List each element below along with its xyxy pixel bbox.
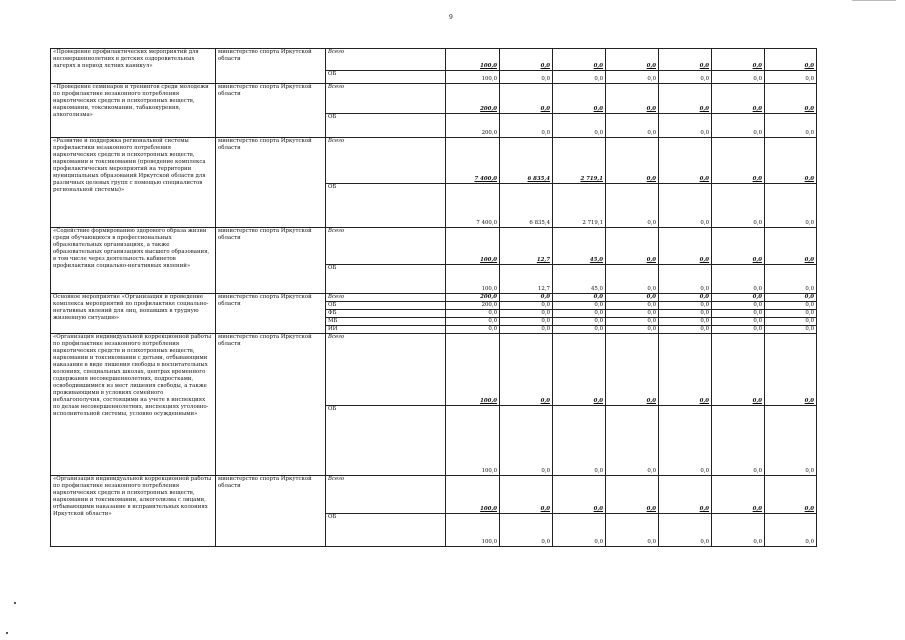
amount-cell: 0,0 bbox=[765, 228, 817, 265]
amount-cell: 0,0 bbox=[606, 71, 659, 84]
amount-cell: 0,0 bbox=[712, 318, 765, 326]
amount-cell: 0,0 bbox=[765, 71, 817, 84]
amount-cell: 0,0 bbox=[659, 265, 712, 294]
amount-cell: 7 400,0 bbox=[446, 138, 500, 184]
amount-cell: 0,0 bbox=[553, 406, 606, 476]
table-row bbox=[51, 138, 817, 184]
amount-cell: 0,0 bbox=[553, 114, 606, 138]
amount-cell: 0,0 bbox=[500, 84, 553, 114]
amount-cell: 0,0 bbox=[765, 138, 817, 184]
amount-cell: 100,0 bbox=[446, 334, 500, 406]
amount-cell: 0,0 bbox=[659, 514, 712, 547]
amount-cell: 0,0 bbox=[712, 310, 765, 318]
amount-cell: 0,0 bbox=[659, 310, 712, 318]
amount-cell: 100,0 bbox=[446, 49, 500, 71]
amount-cell: 0,0 bbox=[712, 84, 765, 114]
funding-source-label: ОБ bbox=[326, 184, 446, 228]
funding-source-label: Всего bbox=[326, 49, 446, 71]
funding-source-label: ФБ bbox=[326, 310, 446, 318]
amount-cell: 0,0 bbox=[659, 84, 712, 114]
amount-cell: 100,0 bbox=[446, 476, 500, 514]
amount-cell: 7 400,0 bbox=[446, 184, 500, 228]
amount-cell: 0,0 bbox=[553, 514, 606, 547]
funding-source-label: Всего bbox=[326, 476, 446, 514]
amount-cell: 0,0 bbox=[500, 406, 553, 476]
amount-cell: 0,0 bbox=[606, 406, 659, 476]
scan-mark bbox=[852, 0, 896, 1]
funding-source-label: ОБ bbox=[326, 406, 446, 476]
amount-cell: 0,0 bbox=[765, 310, 817, 318]
amount-cell: 100,0 bbox=[446, 514, 500, 547]
amount-cell: 0,0 bbox=[659, 302, 712, 310]
amount-cell: 0,0 bbox=[659, 184, 712, 228]
amount-cell: 0,0 bbox=[553, 476, 606, 514]
funding-source-label: Всего bbox=[326, 138, 446, 184]
table-row bbox=[51, 228, 817, 265]
funding-source-label: ОБ bbox=[326, 265, 446, 294]
activity-name: «Развитие и поддержка региональной системы профилактики незаконного потребления наркотических средств и психотропных веществ, наркомании и токсикомании (проведение комплекса профилактических мероприятий на территории муниципальных образований Иркутской области для различных целевых групп с помощью специалистов региональной системы)» bbox=[51, 138, 216, 228]
responsible-agency: министерство спорта Иркутской области bbox=[216, 476, 326, 547]
amount-cell: 0,0 bbox=[659, 318, 712, 326]
amount-cell: 0,0 bbox=[606, 310, 659, 318]
scan-speck bbox=[14, 602, 16, 604]
table-body bbox=[51, 49, 817, 547]
amount-cell: 0,0 bbox=[712, 294, 765, 302]
amount-cell: 0,0 bbox=[606, 302, 659, 310]
amount-cell: 0,0 bbox=[500, 476, 553, 514]
amount-cell: 100,0 bbox=[446, 228, 500, 265]
amount-cell: 0,0 bbox=[765, 265, 817, 294]
funding-source-label: Всего bbox=[326, 84, 446, 114]
amount-cell: 0,0 bbox=[500, 334, 553, 406]
budget-table bbox=[50, 48, 817, 547]
funding-source-label: ОБ bbox=[326, 514, 446, 547]
amount-cell: 0,0 bbox=[659, 138, 712, 184]
amount-cell: 0,0 bbox=[553, 302, 606, 310]
amount-cell: 0,0 bbox=[712, 302, 765, 310]
funding-source-label: ИИ bbox=[326, 326, 446, 334]
amount-cell: 0,0 bbox=[659, 49, 712, 71]
amount-cell: 0,0 bbox=[712, 476, 765, 514]
amount-cell: 0,0 bbox=[606, 138, 659, 184]
amount-cell: 0,0 bbox=[606, 318, 659, 326]
amount-cell: 200,0 bbox=[446, 114, 500, 138]
activity-name: «Организация индивидуальной коррекционной работы по профилактике незаконного потребления наркотических средств и психотропных веществ, наркомании и токсикомании, алкоголизма с лицами, отбывающими наказание в исправительных колониях Иркутской области» bbox=[51, 476, 216, 547]
activity-name: «Организация индивидуальной коррекционной работы по профилактике незаконного потребления наркотических средств и психотропных веществ, наркомании и токсикомании с детьми, отбывающими наказание в виде лишения свободы в воспитательных колониях, специальных школах, центрах временного содержания несовершеннолетних, подростками, освободившимися из мест лишения свободы, а также проживающими в условиях семейного неблагополучия, состоящими на учете в инспекциях по делам несовершеннолетних, инспекциях уголовно-исполнительной системы, условно осужденными» bbox=[51, 334, 216, 476]
amount-cell: 100,0 bbox=[446, 406, 500, 476]
amount-cell: 0,0 bbox=[606, 114, 659, 138]
responsible-agency: министерство спорта Иркутской области bbox=[216, 294, 326, 334]
amount-cell: 12,7 bbox=[500, 265, 553, 294]
amount-cell: 0,0 bbox=[712, 326, 765, 334]
amount-cell: 0,0 bbox=[765, 326, 817, 334]
amount-cell: 0,0 bbox=[500, 310, 553, 318]
amount-cell: 0,0 bbox=[659, 294, 712, 302]
amount-cell: 0,0 bbox=[500, 318, 553, 326]
table-row bbox=[51, 294, 817, 302]
amount-cell: 0,0 bbox=[606, 294, 659, 302]
amount-cell: 100,0 bbox=[446, 71, 500, 84]
amount-cell: 0,0 bbox=[765, 318, 817, 326]
amount-cell: 0,0 bbox=[553, 71, 606, 84]
amount-cell: 0,0 bbox=[606, 84, 659, 114]
amount-cell: 6 835,4 bbox=[500, 138, 553, 184]
amount-cell: 0,0 bbox=[712, 514, 765, 547]
scan-speck bbox=[6, 632, 8, 634]
responsible-agency: министерство спорта Иркутской области bbox=[216, 49, 326, 84]
amount-cell: 0,0 bbox=[606, 184, 659, 228]
amount-cell: 0,0 bbox=[553, 310, 606, 318]
amount-cell: 200,0 bbox=[446, 294, 500, 302]
amount-cell: 0,0 bbox=[446, 326, 500, 334]
responsible-agency: министерство спорта Иркутской области bbox=[216, 138, 326, 228]
amount-cell: 0,0 bbox=[553, 318, 606, 326]
amount-cell: 2 719,1 bbox=[553, 138, 606, 184]
amount-cell: 0,0 bbox=[765, 406, 817, 476]
amount-cell: 0,0 bbox=[500, 294, 553, 302]
amount-cell: 0,0 bbox=[712, 138, 765, 184]
amount-cell: 0,0 bbox=[606, 514, 659, 547]
table-row bbox=[51, 49, 817, 71]
amount-cell: 0,0 bbox=[712, 406, 765, 476]
amount-cell: 0,0 bbox=[659, 71, 712, 84]
amount-cell: 6 835,4 bbox=[500, 184, 553, 228]
amount-cell: 0,0 bbox=[712, 184, 765, 228]
activity-name: «Проведение профилактических мероприятий для несовершеннолетних в детских оздоровительных лагерях в период летних каникул» bbox=[51, 49, 216, 84]
amount-cell: 0,0 bbox=[712, 71, 765, 84]
amount-cell: 0,0 bbox=[659, 406, 712, 476]
amount-cell: 0,0 bbox=[765, 294, 817, 302]
table-row bbox=[51, 84, 817, 114]
amount-cell: 0,0 bbox=[500, 514, 553, 547]
amount-cell: 0,0 bbox=[606, 334, 659, 406]
amount-cell: 0,0 bbox=[712, 334, 765, 406]
amount-cell: 0,0 bbox=[659, 334, 712, 406]
amount-cell: 45,0 bbox=[553, 228, 606, 265]
amount-cell: 0,0 bbox=[446, 318, 500, 326]
amount-cell: 0,0 bbox=[765, 184, 817, 228]
amount-cell: 0,0 bbox=[500, 302, 553, 310]
amount-cell: 0,0 bbox=[500, 71, 553, 84]
amount-cell: 0,0 bbox=[765, 514, 817, 547]
amount-cell: 0,0 bbox=[500, 326, 553, 334]
funding-source-label: МБ bbox=[326, 318, 446, 326]
amount-cell: 0,0 bbox=[553, 84, 606, 114]
amount-cell: 0,0 bbox=[712, 228, 765, 265]
amount-cell: 0,0 bbox=[765, 302, 817, 310]
table-row bbox=[51, 334, 817, 406]
funding-source-label: Всего bbox=[326, 334, 446, 406]
amount-cell: 0,0 bbox=[553, 49, 606, 71]
amount-cell: 0,0 bbox=[606, 228, 659, 265]
amount-cell: 0,0 bbox=[765, 49, 817, 71]
amount-cell: 0,0 bbox=[606, 265, 659, 294]
amount-cell: 0,0 bbox=[659, 326, 712, 334]
activity-name: «Содействие формированию здорового образа жизни среди обучающихся в профессиональных образовательных организациях, а также образовательных организациях высшего образования, в том числе через деятельность кабинетов профилактики социально-негативных явлений» bbox=[51, 228, 216, 294]
responsible-agency: министерство спорта Иркутской области bbox=[216, 334, 326, 476]
amount-cell: 0,0 bbox=[446, 310, 500, 318]
table-row bbox=[51, 476, 817, 514]
funding-source-label: ОБ bbox=[326, 302, 446, 310]
amount-cell: 0,0 bbox=[606, 476, 659, 514]
amount-cell: 0,0 bbox=[712, 265, 765, 294]
amount-cell: 0,0 bbox=[659, 114, 712, 138]
amount-cell: 0,0 bbox=[553, 294, 606, 302]
amount-cell: 200,0 bbox=[446, 84, 500, 114]
amount-cell: 0,0 bbox=[659, 476, 712, 514]
funding-source-label: ОБ bbox=[326, 114, 446, 138]
amount-cell: 0,0 bbox=[500, 49, 553, 71]
amount-cell: 0,0 bbox=[765, 476, 817, 514]
responsible-agency: министерство спорта Иркутской области bbox=[216, 84, 326, 138]
amount-cell: 0,0 bbox=[606, 49, 659, 71]
activity-name: Основное мероприятие «Организация и проведение комплекса мероприятий по профилактике социально-негативных явлений для лиц, попавших в трудную жизненную ситуацию» bbox=[51, 294, 216, 334]
amount-cell: 0,0 bbox=[553, 334, 606, 406]
responsible-agency: министерство спорта Иркутской области bbox=[216, 228, 326, 294]
funding-source-label: Всего bbox=[326, 228, 446, 265]
amount-cell: 0,0 bbox=[765, 334, 817, 406]
amount-cell: 12,7 bbox=[500, 228, 553, 265]
amount-cell: 0,0 bbox=[712, 49, 765, 71]
amount-cell: 100,0 bbox=[446, 265, 500, 294]
activity-name: «Проведение семинаров и тренингов среди молодежи по профилактике незаконного потребления наркотических средств и психотропных веществ, наркомании, токсикомании, табакокурения, алкоголизма» bbox=[51, 84, 216, 138]
amount-cell: 0,0 bbox=[765, 84, 817, 114]
amount-cell: 200,0 bbox=[446, 302, 500, 310]
page-number: 9 bbox=[449, 14, 453, 21]
amount-cell: 0,0 bbox=[712, 114, 765, 138]
funding-source-label: ОБ bbox=[326, 71, 446, 84]
amount-cell: 0,0 bbox=[765, 114, 817, 138]
amount-cell: 45,0 bbox=[553, 265, 606, 294]
amount-cell: 0,0 bbox=[606, 326, 659, 334]
amount-cell: 0,0 bbox=[659, 228, 712, 265]
amount-cell: 0,0 bbox=[553, 326, 606, 334]
amount-cell: 0,0 bbox=[500, 114, 553, 138]
funding-source-label: Всего bbox=[326, 294, 446, 302]
amount-cell: 2 719,1 bbox=[553, 184, 606, 228]
